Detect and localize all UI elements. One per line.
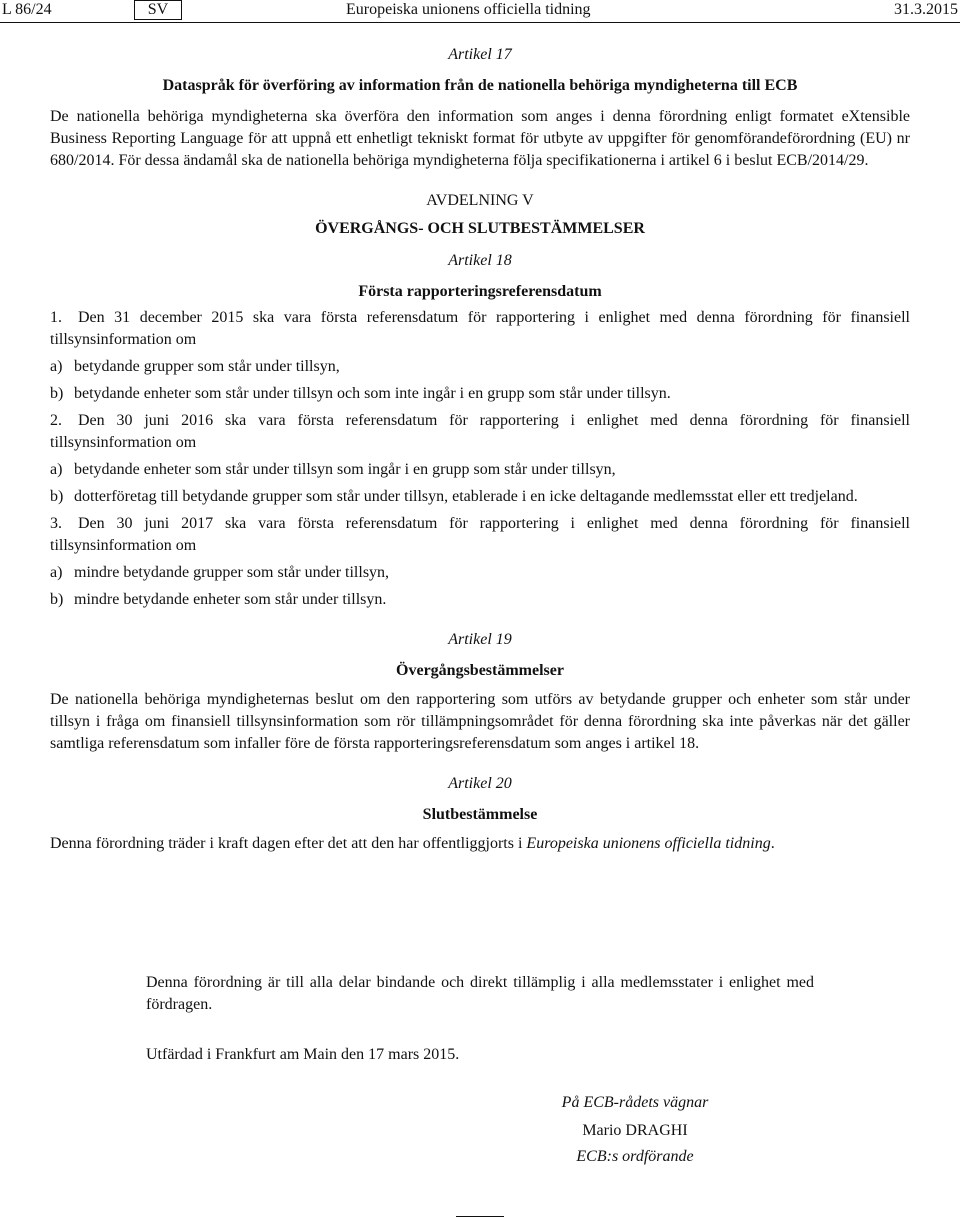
closing-block [146, 972, 814, 1066]
article-17-title: Dataspråk för överföring av information från de nationella behöriga myndigheterna till ECB [162, 77, 798, 94]
list-item [50, 383, 910, 405]
list-item-text: mindre betydande enheter som står under tillsyn. [74, 591, 387, 608]
list-item-text: betydande enheter som står under tillsyn som ingår i en grupp som står under tillsyn, [74, 461, 616, 478]
header-rule [0, 22, 960, 23]
list-item [50, 562, 910, 584]
list-item-label: a) [50, 564, 63, 581]
article-18-paragraph-3 [50, 513, 910, 611]
page-reference: L 86/24 [2, 1, 52, 18]
list-item [50, 356, 910, 378]
signature-on-behalf: På ECB-rådets vägnar [561, 1094, 709, 1111]
paragraph-text: Den 30 juni 2017 ska vara första referensdatum för rapportering i enlighet med denna förordning för finansiell tillsynsinformation om [50, 515, 910, 554]
list-item-label: b) [50, 385, 64, 402]
language-badge: SV [134, 0, 182, 20]
article-18-title: Första rapporteringsreferensdatum [358, 283, 602, 300]
article-17-label: Artikel 17 [448, 46, 512, 63]
signatory-role: ECB:s ordförande [576, 1148, 694, 1165]
article-20-body-suffix: . [770, 835, 775, 852]
list-item-text: betydande enheter som står under tillsyn och som inte ingår i en grupp som står under tillsyn. [74, 385, 671, 402]
article-20-body-prefix: Denna förordning träder i kraft dagen efter det att den har offentliggjorts i [50, 835, 527, 852]
list-item-label: b) [50, 591, 64, 608]
list-item-text: betydande grupper som står under tillsyn, [74, 358, 340, 375]
article-17-body: De nationella behöriga myndigheterna ska överföra den information som anges i denna förordning enligt formatet eXtensible Business Reporting Language för att uppnå ett enhetligt tekniskt format för utbyte av uppgifter för genomförandeförordning (EU) nr 680/2014. För dessa ändamål ska de nationella behöriga myndigheterna följa specifikationerna i artikel 6 i beslut ECB/2014/29. [50, 108, 910, 169]
paragraph-text: Den 30 juni 2016 ska vara första referensdatum för rapportering i enlighet med denna förordning för finansiell tillsynsinformation om [50, 412, 910, 451]
journal-title: Europeiska unionens officiella tidning [346, 1, 591, 18]
article-18-label: Artikel 18 [448, 252, 512, 269]
list-item-label: a) [50, 358, 63, 375]
article-18-paragraph-1 [50, 307, 910, 405]
list-item-text: mindre betydande grupper som står under tillsyn, [74, 564, 390, 581]
article-20-journal-name: Europeiska unionens officiella tidning [526, 835, 771, 852]
list-item [50, 589, 910, 611]
signatory-name: Mario DRAGHI [582, 1122, 688, 1139]
list-item [50, 486, 910, 508]
section-label: AVDELNING V [426, 192, 534, 209]
document-body [50, 44, 910, 855]
article-20-body [50, 833, 910, 855]
paragraph-number: 3. [50, 515, 62, 532]
binding-clause: Denna förordning är till alla delar bindande och direkt tillämplig i alla medlemsstater i enlighet med fördragen. [146, 974, 814, 1013]
issued-statement: Utfärdad i Frankfurt am Main den 17 mars 2015. [146, 1046, 460, 1063]
paragraph-number: 2. [50, 412, 62, 429]
end-rule [456, 1216, 504, 1217]
article-19-title: Övergångsbestämmelser [396, 662, 564, 679]
section-title: ÖVERGÅNGS- OCH SLUTBESTÄMMELSER [315, 220, 645, 237]
list-item-text: dotterföretag till betydande grupper som står under tillsyn, etablerade i en icke deltagande medlemsstat eller ett tredjeland. [74, 488, 858, 505]
article-20-label: Artikel 20 [448, 775, 512, 792]
paragraph-number: 1. [50, 309, 62, 326]
list-item-label: b) [50, 488, 64, 505]
article-18-paragraph-2 [50, 410, 910, 508]
article-19-label: Artikel 19 [448, 631, 512, 648]
article-19-body: De nationella behöriga myndigheternas beslut om den rapportering som utförs av betydande grupper och enheter som står under tillsyn i fråga om finansiell tillsynsinformation som rör tillämpningsområdet för denna förordning ska inte påverkas när det gäller samtliga referensdatum som infaller före de första rapporteringsreferensdatum som anges i artikel 18. [50, 691, 910, 752]
list-item [50, 459, 910, 481]
publication-date: 31.3.2015 [894, 1, 958, 18]
article-20-title: Slutbestämmelse [422, 806, 538, 823]
page-header [0, 0, 960, 24]
paragraph-text: Den 31 december 2015 ska vara första referensdatum för rapportering i enlighet med denna förordning för finansiell tillsynsinformation om [50, 309, 910, 348]
list-item-label: a) [50, 461, 63, 478]
